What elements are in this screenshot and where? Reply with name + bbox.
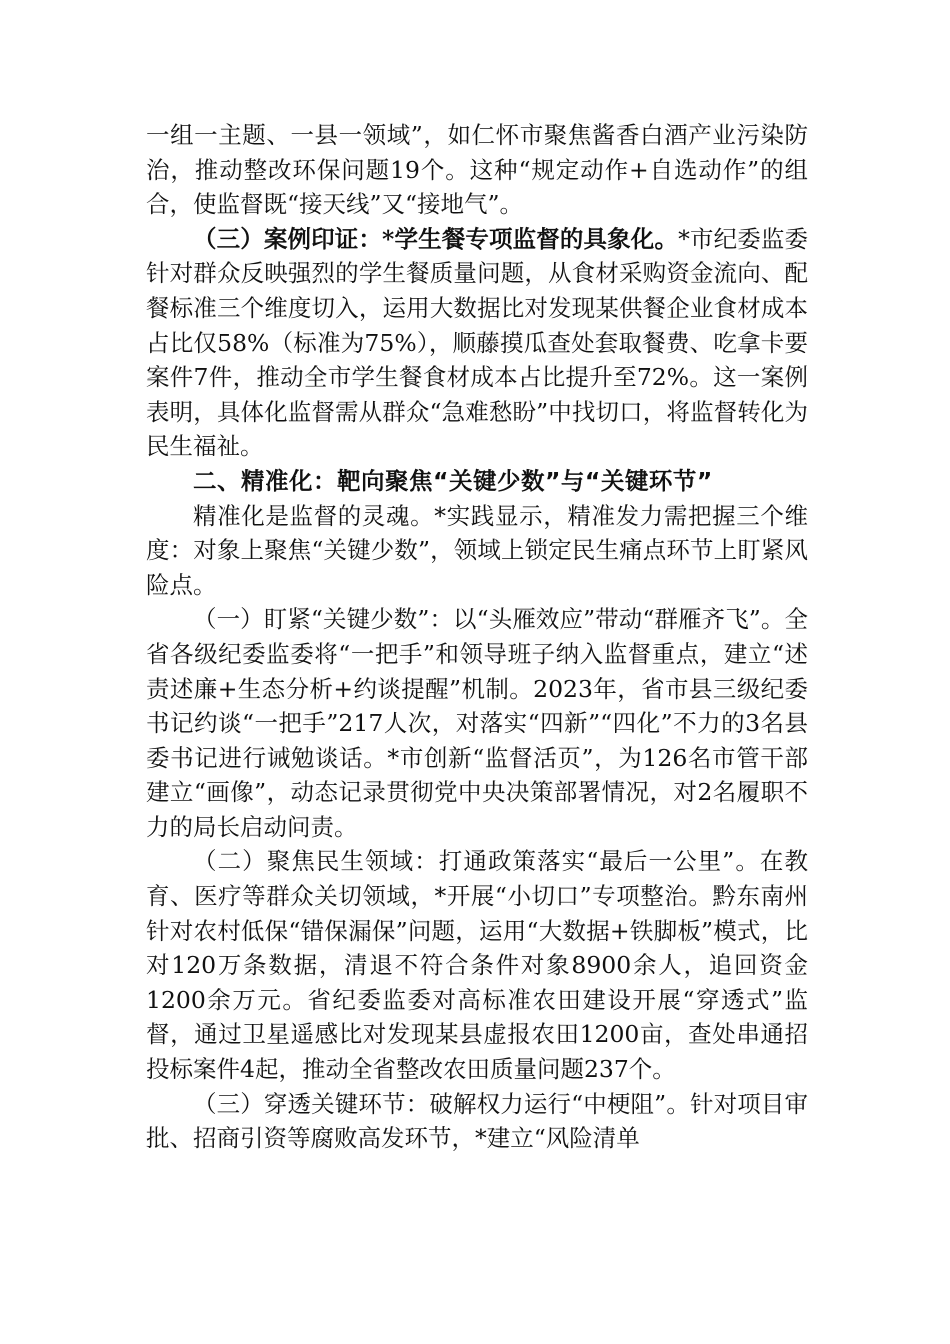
paragraph-livelihood: （二）聚焦民生领域：打通政策落实“最后一公里”。在教育、医疗等群众关切领域，*开展“小切口”专项整治。黔东南州针对农村低保“错保漏保”问题，运用“大数据+铁脚板”模式，比对120万条数据，清退不符合条件对象8900余人，追回资金1200余万元。省纪委监委对高标准农田建设开展“穿透式”监督，通过卫星遥感比对发现某县虚报农田1200亩，查处串通招投标案件4起，推动全省整改农田质量问题237个。 <box>146 847 808 1084</box>
paragraph-text: 一组一主题、一县一领域”，如仁怀市聚焦酱香白酒产业污染防治，推动整改环保问题19个。这种“规定动作+自选动作”的组合，使监督既“接天线”又“接地气”。 <box>146 121 808 219</box>
section-heading: 二、精准化：靶向聚焦“关键少数”与“关键环节” <box>193 466 713 495</box>
paragraph-key-few: （一）盯紧“关键少数”：以“头雁效应”带动“群雁齐飞”。全省各级纪委监委将“一把手”和领导班子纳入监督重点，建立“述责述廉+生态分析+约谈提醒”机制。2023年，省市县三级纪委书记约谈“一把手”217人次，对落实“四新”“四化”不力的3名县委书记进行诫勉谈话。*市创新“监督活页”，为126名市管干部建立“画像”，动态记录贯彻党中央决策部署情况，对2名履职不力的局长启动问责。 <box>146 605 808 841</box>
document-body <box>146 118 808 1156</box>
paragraph-continuation <box>146 118 808 222</box>
paragraph-key-links: （三）穿透关键环节：破解权力运行“中梗阻”。针对项目审批、招商引资等腐败高发环节，*建立“风险清单 <box>146 1089 808 1153</box>
paragraph-case-study <box>146 222 808 464</box>
paragraph-intro: 精准化是监督的灵魂。*实践显示，精准发力需把握三个维度：对象上聚焦“关键少数”，领域上锁定民生痛点环节上盯紧风险点。 <box>146 501 808 599</box>
paragraph-lead: （三）案例印证：*学生餐专项监督的具象化。 <box>193 224 679 253</box>
paragraph-text: *市纪委监委针对群众反映强烈的学生餐质量问题，从食材采购资金流向、配餐标准三个维度切入，运用大数据比对发现某供餐企业食材成本占比仅58%（标准为75%），顺藤摸瓜查处套取餐费、吃拿卡要案件7件，推动全市学生餐食材成本占比提升至72%。这一案例表明，具体化监督需从群众“急难愁盼”中找切口，将监督转化为民生福祉。 <box>146 224 808 461</box>
